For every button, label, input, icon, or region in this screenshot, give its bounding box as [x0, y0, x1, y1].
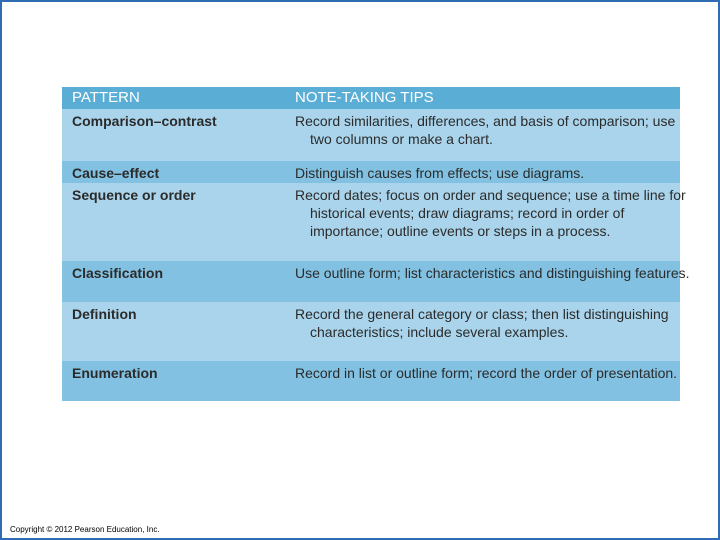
row-pattern: Cause–effect	[72, 165, 160, 181]
table-row	[62, 109, 680, 161]
row-tips: Distinguish causes from effects; use diagrams.	[295, 165, 585, 181]
row-pattern: Sequence or order	[72, 187, 196, 203]
row-pattern: Comparison–contrast	[72, 113, 217, 129]
row-tips: Record in list or outline form; record the order of presentation.	[295, 365, 678, 381]
row-tips: Record dates; focus on order and sequence; use a time line for historical events; draw diagrams; record in order of importance; outline events or steps in a process.	[295, 187, 686, 239]
row-tips: Record the general category or class; then list distinguishing characteristics; include several examples.	[295, 306, 669, 340]
table-header-row	[62, 87, 680, 109]
row-pattern: Classification	[72, 265, 164, 281]
table-row	[62, 302, 680, 361]
header-tips: NOTE-TAKING TIPS	[295, 89, 434, 106]
row-pattern: Definition	[72, 306, 137, 322]
note-taking-table	[62, 87, 690, 401]
row-tips: Record similarities, differences, and basis of comparison; use two columns or make a chart.	[295, 113, 676, 147]
row-pattern: Enumeration	[72, 365, 158, 381]
copyright-footer: Copyright © 2012 Pearson Education, Inc.	[10, 525, 160, 534]
table-row	[62, 261, 690, 302]
row-tips: Use outline form; list characteristics and distinguishing features.	[295, 265, 690, 281]
table-row	[62, 361, 680, 401]
header-pattern: PATTERN	[72, 89, 140, 106]
table-row	[62, 161, 680, 183]
table-row	[62, 183, 686, 261]
